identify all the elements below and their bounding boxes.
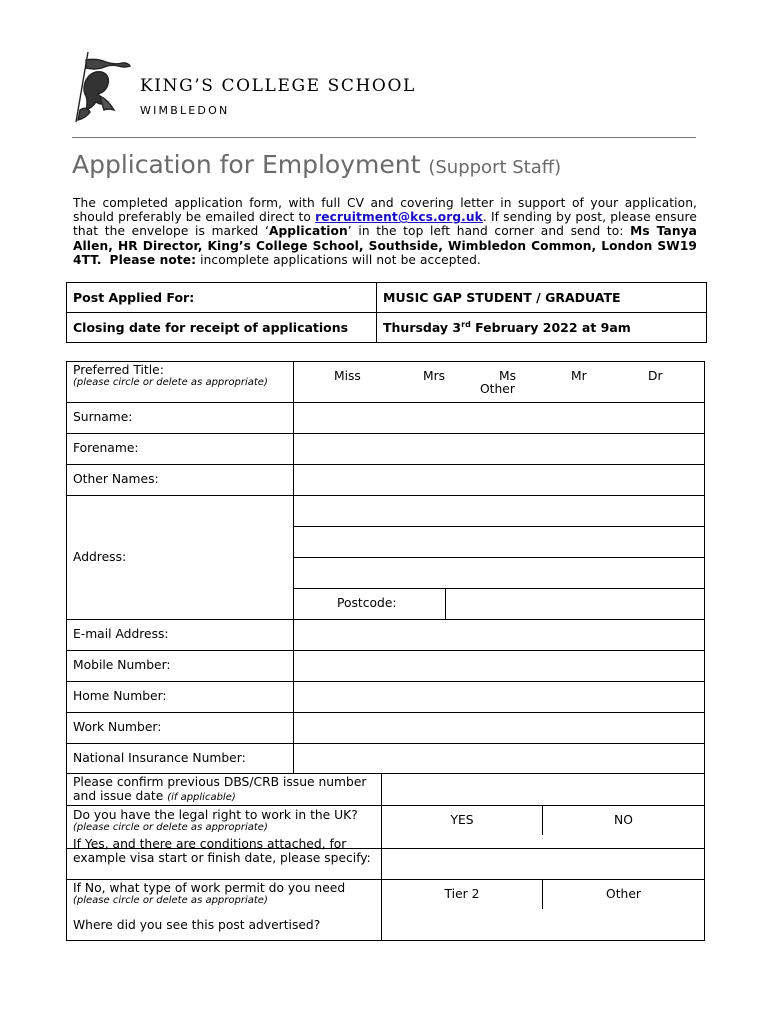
post-table — [66, 282, 707, 343]
dbs-field[interactable] — [382, 774, 704, 805]
closing-date-label: Closing date for receipt of applications — [67, 313, 377, 343]
postcode-field[interactable] — [446, 589, 704, 619]
intro-text-1: The completed application form, with full CV and covering letter in support of your application, should preferably be emailed direct to — [73, 196, 697, 225]
permit-tier2[interactable]: Tier 2 — [444, 887, 480, 901]
title-option-mrs[interactable]: Mrs — [423, 369, 446, 383]
address-field[interactable] — [294, 496, 704, 588]
surname-label: Surname: — [73, 410, 133, 424]
work-number-label: Work Number: — [73, 720, 162, 734]
recruitment-email-link[interactable]: recruitment@kcs.org.uk — [315, 210, 483, 225]
preferred-title-label: Preferred Title: — [73, 363, 164, 377]
home-number-field[interactable] — [294, 682, 704, 712]
permit-other[interactable]: Other — [606, 887, 641, 901]
header-divider — [72, 137, 696, 138]
ni-number-field[interactable] — [294, 744, 704, 773]
forename-label: Forename: — [73, 441, 139, 455]
mobile-label: Mobile Number: — [73, 658, 171, 672]
ni-number-label: National Insurance Number: — [73, 751, 246, 765]
other-names-label: Other Names: — [73, 472, 159, 486]
intro-note-label: Please note: — [109, 252, 197, 267]
post-applied-label: Post Applied For: — [67, 283, 377, 313]
advertised-field[interactable] — [382, 910, 704, 940]
right-to-work-label: Do you have the legal right to work in the UK? — [73, 808, 358, 822]
intro-address: Ms Tanya Allen, HR Director, King’s College School, Southside, Wimbledon Common, London SW19 4TT. — [73, 224, 697, 267]
conditions-label: If Yes, and there are conditions attached, for example visa start or finish date, please specify: — [73, 837, 371, 865]
school-name: KING’S COLLEGE SCHOOL — [140, 76, 416, 96]
email-field[interactable] — [294, 620, 704, 650]
closing-date-value[interactable] — [377, 313, 707, 343]
right-to-work-no[interactable]: NO — [614, 813, 633, 827]
closing-rest: February 2022 at 9am — [470, 320, 631, 336]
conditions-field[interactable] — [382, 836, 704, 879]
forename-field[interactable] — [294, 434, 704, 464]
other-names-field[interactable] — [294, 465, 704, 495]
right-to-work-yes[interactable]: YES — [450, 813, 474, 827]
surname-field[interactable] — [294, 403, 704, 433]
page-title — [72, 150, 561, 179]
intro-paragraph — [73, 196, 697, 267]
personal-details-form — [66, 361, 705, 941]
work-permit-hint: (please circle or delete as appropriate) — [73, 895, 268, 906]
dbs-hint: (if applicable) — [167, 792, 236, 803]
closing-day: Thursday 3 — [383, 320, 462, 336]
intro-note-text: incomplete applications will not be accepted. — [196, 252, 481, 267]
school-location: WIMBLEDON — [140, 104, 230, 117]
intro-text-2: . If sending by post, please ensure that the envelope is marked ‘ — [73, 210, 697, 239]
title-option-ms[interactable]: Ms — [499, 369, 517, 383]
mobile-field[interactable] — [294, 651, 704, 681]
dbs-label — [73, 775, 373, 805]
dbs-label-text: Please confirm previous DBS/CRB issue number and issue date — [73, 775, 367, 803]
work-number-field[interactable] — [294, 713, 704, 743]
form-subtitle: (Support Staff) — [428, 157, 562, 178]
intro-text-3: ’ in the top left hand corner and send to: — [347, 224, 631, 239]
address-label: Address: — [73, 550, 127, 564]
preferred-title-hint: (please circle or delete as appropriate) — [73, 377, 268, 388]
postcode-label: Postcode: — [337, 596, 397, 610]
title-option-mr[interactable]: Mr — [571, 369, 587, 383]
advertised-label: Where did you see this post advertised? — [73, 918, 321, 932]
school-crest-logo — [70, 50, 132, 126]
title-option-miss[interactable]: Miss — [334, 369, 361, 383]
work-permit-label: If No, what type of work permit do you need — [73, 881, 346, 895]
title-option-dr[interactable]: Dr — [648, 369, 663, 383]
email-label: E-mail Address: — [73, 627, 169, 641]
right-to-work-hint: (please circle or delete as appropriate) — [73, 822, 268, 833]
post-applied-value[interactable]: MUSIC GAP STUDENT / GRADUATE — [377, 283, 707, 313]
form-title: Application for Employment — [72, 150, 421, 179]
title-option-other[interactable]: Other — [480, 382, 515, 396]
closing-sup: rd — [461, 319, 471, 329]
intro-marked: Application — [268, 224, 348, 239]
home-number-label: Home Number: — [73, 689, 167, 703]
